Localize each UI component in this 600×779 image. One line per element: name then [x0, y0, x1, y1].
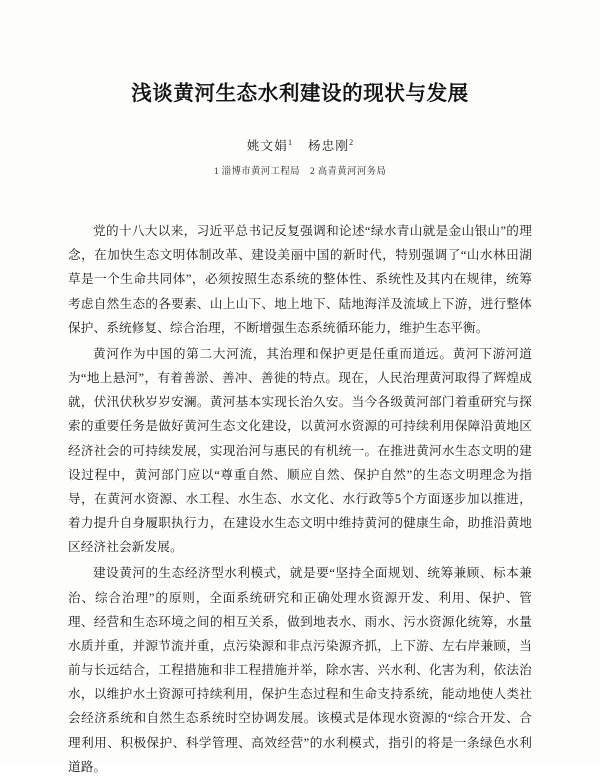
- affiliation-2: 2 高青黄河河务局: [309, 167, 387, 177]
- page-title: 浅谈黄河生态水利建设的现状与发展: [131, 83, 469, 105]
- author-2-affiliation-marker: 2: [349, 137, 354, 147]
- article-body: [68, 219, 532, 779]
- paragraph: 黄河作为中国的第二大河流，其治理和保护更是任重而道远。黄河下游河道为“地上悬河”，有着善淤、善冲、善徙的特点。现在，人民治理黄河取得了辉煌成就，伏汛伏秋岁岁安澜。黄河基本实现长治久安。当今各级黄河部门着重研究与探索的重要任务是做好黄河生态文化建设，以黄河水资源的可持续利用保障沿黄地区经济社会的可持续发展，实现治河与惠民的有机统一。在推进黄河水生态文明的建设过程中，黄河部门应以“尊重自然、顺应自然、保护自然”的生态文明理念为指导，在黄河水资源、水工程、水生态、水文化、水行政等5个方面逐步加以推进，着力提升自身履职执行力，在建设水生态文明中维持黄河的健康生命，助推沿黄地区经济社会新发展。: [68, 346, 532, 555]
- author-line: [68, 136, 532, 154]
- affiliation-line: [68, 163, 532, 177]
- author-1-name: 姚文娟: [246, 139, 288, 153]
- author-1-affiliation-marker: 1: [288, 137, 292, 147]
- paragraph: 建设黄河的生态经济型水利模式，就是要“坚持全面规划、统筹兼顾、标本兼治、综合治理”的原则，全面系统研究和正确处理水资源开发、利用、保护、管理、经营和生态环境之间的相互关系，做到地表水、雨水、污水资源化统筹，水量水质并重，并源节流并重，点污染源和非点污染源齐抓，上下游、左右岸兼顾，当前与长远结合，工程措施和非工程措施并举，除水害、兴水利、化害为利，依法治水，以维护水土资源可持续利用，保护生态过程和生命支持系统，能动地使人类社会经济系统和自然生态系统时空协调发展。该模式是体现水资源的“综合开发、合理利用、积极保护、科学管理、高效经营”的水利模式，指引的将是一条绿色水利道路。: [68, 566, 532, 774]
- author-2-name: 杨忠刚: [308, 139, 350, 153]
- paragraph: 党的十八大以来，习近平总书记反复强调和论述“绿水青山就是金山银山”的理念，在加快生态文明体制改革、建设美丽中国的新时代，特别强调了“山水林田湖草是一个生命共同体”，必须按照生态系统的整体性、系统性及其内在规律，统筹考虑自然生态的各要素、山上山下、地上地下、陆地海洋及流域上下游，进行整体保护、系统修复、综合治理，不断增强生态系统循环能力，维护生态平衡。: [68, 224, 532, 335]
- affiliation-1: 1 淄博市黄河工程局: [213, 167, 300, 177]
